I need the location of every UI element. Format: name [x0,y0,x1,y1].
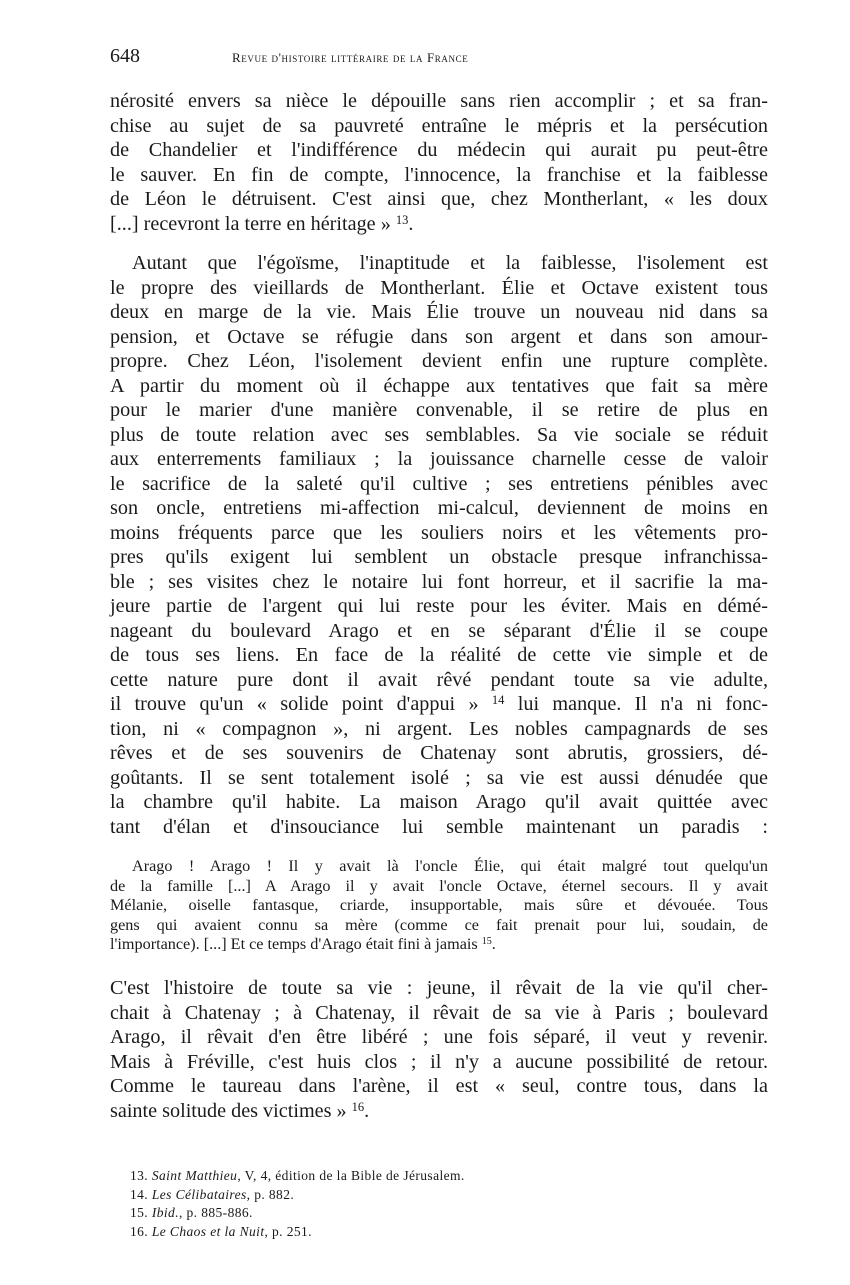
text-line: de Léon le détruisent. C'est ainsi que, chez Montherlant, « les doux [110,188,768,210]
text-line: Mais à Fréville, c'est huis clos ; il n'y a aucune possibilité de retour. [110,1050,768,1073]
text-line: jeure partie de l'argent qui lui reste pour les éviter. Mais en démé- [110,595,768,617]
text-line: pension, et Octave se réfugie dans son argent et dans son amour- [110,325,768,348]
paragraph-3 [110,976,768,1123]
footnote-ref-16[interactable]: 16 [351,1099,365,1114]
text-line: pour le marier d'une manière convenable, il se retire de plus en [110,399,768,421]
text-line: deux en marge de la vie. Mais Élie trouve un nouveau nid dans sa [110,301,768,323]
text-line: ble ; ses visites chez le notaire lui font horreur, et il sacrifie la ma- [110,570,768,593]
quote-line: gens qui avaient connu sa mère (comme ce fait prenait pour lui, soudain, de [110,915,768,934]
footnote-16: 16. Le Chaos et la Nuit, p. 251. [130,1223,312,1239]
quote-line: Mélanie, oiselle fantasque, criarde, insupportable, mais sûre et dévouée. Tous [110,896,768,915]
text-line: tant d'élan et d'insouciance lui semble maintenant un paradis : [110,815,768,838]
text-line: C'est l'histoire de toute sa vie : jeune, il rêvait de la vie qu'il cher- [110,977,768,999]
footnote-13: 13. Saint Matthieu, V, 4, édition de la Bible de Jérusalem. [130,1168,465,1183]
text-line: nérosité envers sa nièce le dépouille sans rien accomplir ; et sa fran- [110,90,768,112]
text-line: nageant du boulevard Arago et en se séparant d'Élie il se coupe [110,619,768,642]
text-line: chait à Chatenay ; à Chatenay, il rêvait de sa vie à Paris ; boulevard [110,1001,768,1024]
text-line: tion, ni « compagnon », ni argent. Les nobles campagnards de ses [110,717,768,740]
page-header [110,45,770,69]
text-line: moins fréquents parce que les souliers noirs et les vêtements pro- [110,521,768,544]
block-quote [110,857,768,955]
text-line: le sauver. En fin de compte, l'innocence, la franchise et la faiblesse [110,163,768,186]
text-line: sainte solitude des victimes » $^{16}$. [110,1099,370,1122]
page-number: 648 [110,45,140,67]
quote-line: de la famille [...] A Arago il y avait l'oncle Octave, éternel secours. Il y avait [110,876,768,895]
footnotes [130,1167,730,1241]
text-line: goûtants. Il se sent totalement isolé ; sa vie est aussi dénudée que [110,766,768,789]
text-line: le sacrifice de la saleté qu'il cultive ; ses entretiens pénibles avec [110,472,768,495]
text-line: cette nature pure dont il avait rêvé pendant toute sa vie adulte, [110,668,768,691]
text-line: le propre des vieillards de Montherlant. Élie et Octave existent tous [110,276,768,299]
footnote-ref-15[interactable]: 15 [481,936,492,948]
running-title: Revue d'histoire littéraire de la France [232,50,469,65]
paragraph-1 [110,89,768,236]
text-line: [...] recevront la terre en héritage » $^{13}$. [110,212,414,235]
footnote-14: 14. Les Célibataires, p. 882. [130,1186,295,1202]
text-line: de tous ses liens. En face de la réalité de cette vie simple et de [110,644,768,666]
text-line: propre. Chez Léon, l'isolement devient enfin une rupture complète. [110,350,768,372]
text-line: pres qu'ils exigent lui semblent un obstacle presque infranchissa- [110,546,768,568]
footnote-ref-13[interactable]: 13 [395,212,409,227]
footnote-ref-14[interactable]: 14 [491,692,505,707]
text-line: rêves et de ses souvenirs de Chatenay sont abrutis, grossiers, dé- [110,742,768,764]
text-line: la chambre qu'il habite. La maison Arago qu'il avait quittée avec [110,791,768,813]
text-line: de Chandelier et l'indifférence du médecin qui aurait pu peut-être [110,139,768,161]
text-line: il trouve qu'un « solide point d'appui » $^{14}$ lui manque. Il n'a ni fonc- [110,692,768,715]
text-line: A partir du moment où il échappe aux tentatives que fait sa mère [110,374,768,397]
text-line: plus de toute relation avec ses semblables. Sa vie sociale se réduit [110,423,768,446]
paragraph-2 [110,251,768,839]
text-line: aux enterrements familiaux ; la jouissance charnelle cesse de valoir [110,448,768,470]
text-line: chise au sujet de sa pauvreté entraîne le mépris et la persécution [110,114,768,137]
footnote-15: 15. Ibid., p. 885-886. [130,1205,253,1220]
quote-line: l'importance). [...] Et ce temps d'Arago était fini à jamais $^{15}$. [110,935,496,954]
text-line: Autant que l'égoïsme, l'inaptitude et la faiblesse, l'isolement est [132,252,768,274]
text-line: Comme le taureau dans l'arène, il est « seul, contre tous, dans la [110,1075,768,1097]
text-line: Arago, il rêvait d'en être libéré ; une fois séparé, il veut y revenir. [110,1026,768,1048]
quote-line: Arago ! Arago ! Il y avait là l'oncle Élie, qui était malgré tout quelqu'un [132,857,768,875]
text-line: son oncle, entretiens mi-affection mi-calcul, deviennent de moins en [110,497,768,519]
